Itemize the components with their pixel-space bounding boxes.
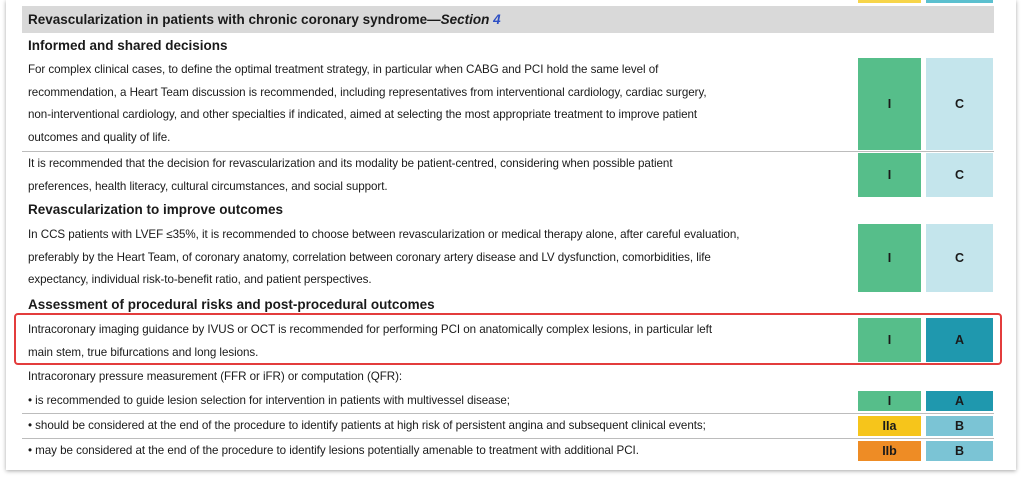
section-number-link[interactable]: 4 xyxy=(493,12,501,27)
highlight-box xyxy=(14,313,1002,365)
top-class-strip xyxy=(858,0,921,3)
text-line: • is recommended to guide lesion selection for intervention in patients with multivessel disease; xyxy=(28,394,510,407)
text-line: non-interventional cardiology, and other specialties if indicated, aimed at selecting the most appropriate treatment to improve patient xyxy=(28,108,698,121)
section-word: Section xyxy=(440,12,490,27)
text-line: Intracoronary pressure measurement (FFR or iFR) or computation (QFR): xyxy=(28,370,403,383)
text-line: preferably by the Heart Team, of coronary anatomy, correlation between coronary artery disease and LV dysfunction, comorbidities, life xyxy=(28,250,711,264)
recommendation-text xyxy=(22,153,857,198)
section-title: Revascularization in patients with chronic coronary syndrome xyxy=(28,12,428,27)
class-badge: I xyxy=(858,58,921,150)
text-line: preferences, health literacy, cultural circumstances, and social support. xyxy=(28,179,388,193)
level-badge: A xyxy=(926,391,993,411)
text-line: It is recommended that the decision for revascularization and its modality be patient-centred, considering when possible patient xyxy=(28,157,673,170)
level-badge: A xyxy=(926,318,993,362)
section-heading xyxy=(22,6,994,33)
level-badge: C xyxy=(926,58,993,150)
subsection-heading-informed: Informed and shared decisions xyxy=(28,38,228,53)
text-line: • may be considered at the end of the procedure to identify lesions potentially amenable to treatment with additional PCI. xyxy=(28,444,639,457)
subsection-heading-outcomes: Revascularization to improve outcomes xyxy=(28,202,284,217)
text-line: expectancy, individual risk-to-benefit ratio, and patient perspectives. xyxy=(28,273,372,286)
text-line: • should be considered at the end of the procedure to identify patients at high risk of persistent angina and subsequent clinical events; xyxy=(28,419,706,432)
text-line: outcomes and quality of life. xyxy=(28,130,171,144)
level-badge: B xyxy=(926,416,993,436)
row-divider xyxy=(22,438,994,439)
class-badge: I xyxy=(858,153,921,197)
level-badge: B xyxy=(926,441,993,461)
class-badge: I xyxy=(858,224,921,292)
section-dash: — xyxy=(427,12,441,27)
recommendation-text xyxy=(22,224,857,292)
class-badge: I xyxy=(858,318,921,362)
text-line: Intracoronary imaging guidance by IVUS or OCT is recommended for performing PCI on anatomically complex lesions, in particular left xyxy=(28,323,713,336)
text-line: main stem, true bifurcations and long lesions. xyxy=(28,345,259,359)
recommendation-text xyxy=(22,415,857,438)
recommendation-text xyxy=(22,59,857,149)
recommendation-text xyxy=(22,390,857,413)
level-badge: C xyxy=(926,224,993,292)
class-badge: IIb xyxy=(858,441,921,461)
row-divider xyxy=(22,151,994,152)
subsection-heading-procedural: Assessment of procedural risks and post-procedural outcomes xyxy=(28,297,435,312)
text-line: recommendation, a Heart Team discussion is recommended, including representatives from interventional cardiology, cardiac surgery, xyxy=(28,85,707,99)
class-badge: IIa xyxy=(858,416,921,436)
recommendation-text xyxy=(22,366,857,389)
row-divider xyxy=(22,413,994,414)
top-level-strip xyxy=(926,0,993,3)
class-badge: I xyxy=(858,391,921,411)
level-badge: C xyxy=(926,153,993,197)
recommendation-text xyxy=(22,440,857,463)
text-line: For complex clinical cases, to define the optimal treatment strategy, in particular when CABG and PCI hold the same level of xyxy=(28,63,659,76)
text-line: In CCS patients with LVEF ≤35%, it is recommended to choose between revascularization or medical therapy alone, after careful evaluation, xyxy=(28,228,740,241)
